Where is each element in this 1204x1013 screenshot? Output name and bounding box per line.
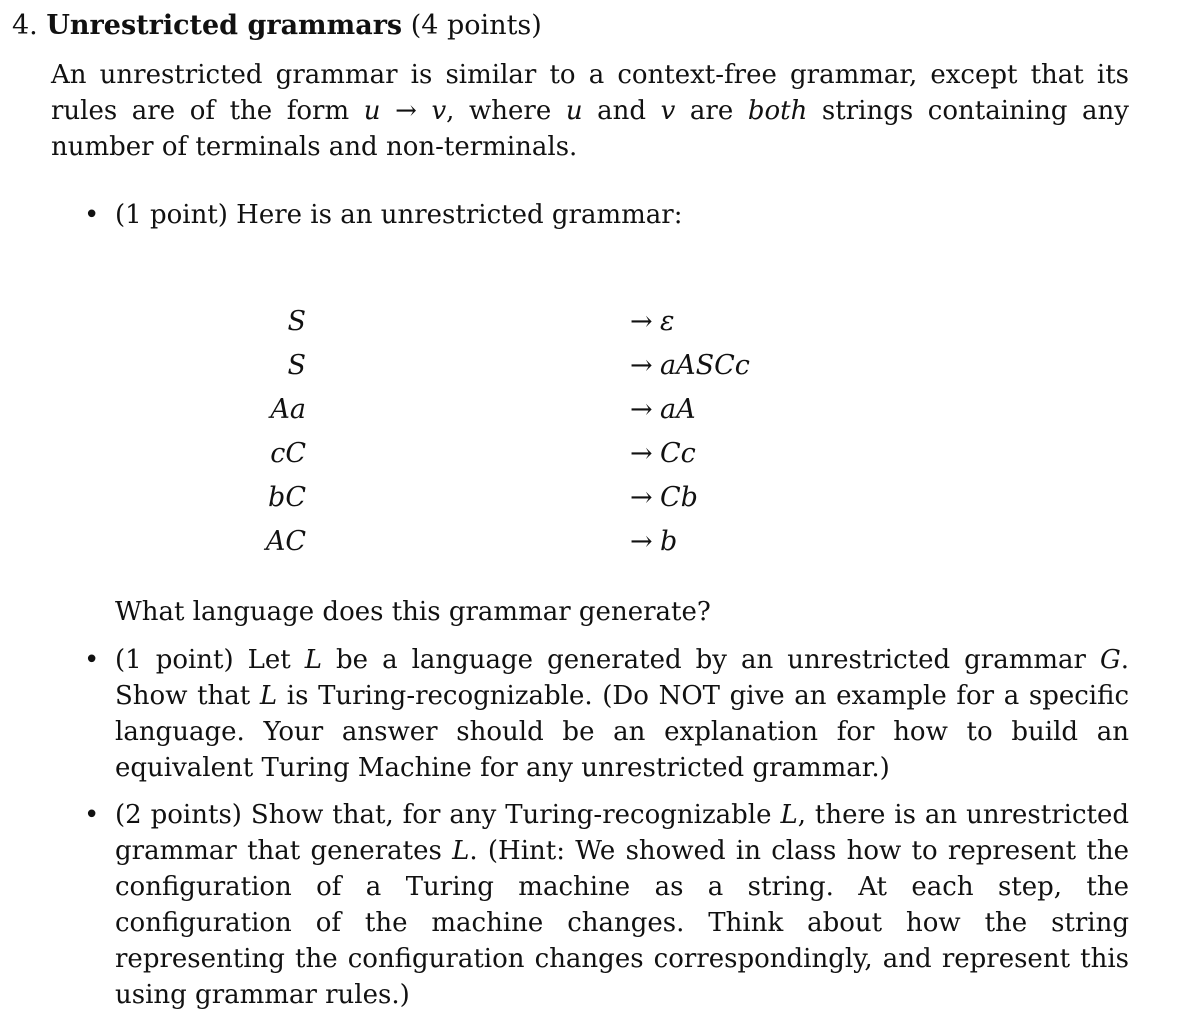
rule-rhs: aA	[660, 394, 696, 425]
math-v: v	[660, 96, 676, 126]
intro-text-1: An unrestricted grammar is similar to a context-free grammar, except that its rules are of the form	[51, 60, 1129, 126]
arrow-symbol: →	[395, 96, 417, 126]
part-3-text-1: (2 points) Show that, for any Turing-recognizable	[115, 800, 781, 830]
rule-rhs: ε	[660, 306, 675, 337]
rule-lhs: AC	[265, 526, 306, 557]
rule-arrow: →	[630, 526, 653, 557]
rule-lhs: bC	[268, 482, 306, 513]
rule-lhs: Aa	[270, 394, 306, 425]
rule-arrow: →	[630, 482, 653, 513]
rule-rhs: aASCc	[660, 350, 750, 381]
part-3-text-3: . (Hint: We showed in class how to represent the configuration of a Turing machine as a string. At each step, the configuration of the machine changes. Think about how the string representing the configuration changes correspondingly, and represent this using grammar rules.)	[115, 836, 1129, 1010]
math-G: G	[1099, 645, 1121, 675]
intro-text-4: are	[675, 96, 748, 126]
problem-points: (4 points)	[410, 10, 542, 41]
rule-arrow: →	[630, 438, 653, 469]
bullet-part-2: •	[84, 645, 100, 675]
math-L: L	[452, 836, 470, 866]
math-L: L	[780, 800, 798, 830]
math-v: v	[431, 96, 447, 126]
bullet-part-3: •	[84, 800, 100, 830]
rule-lhs: S	[287, 306, 306, 337]
rule-arrow: →	[630, 394, 653, 425]
problem-number: 4.	[12, 10, 38, 41]
problem-title: Unrestricted grammars	[46, 10, 403, 41]
math-u: u	[363, 96, 381, 126]
part-3-text-2: , there is an unrestricted grammar that generates	[115, 800, 1129, 866]
rule-arrow: →	[630, 306, 653, 337]
math-L: L	[259, 681, 278, 711]
bullet-part-1: •	[84, 200, 100, 230]
problem-heading	[12, 8, 542, 44]
part-2-text	[115, 642, 1129, 786]
part-2-text-4: is Turing-recognizable. (Do NOT give an example for a specific language. Your answer should be an explanation for how to build an equivalent Turing Machine for any unrestricted grammar.)	[115, 681, 1129, 783]
part-1-question: What language does this grammar generate?	[115, 597, 711, 627]
rule-rhs: Cc	[660, 438, 696, 469]
rule-lhs: cC	[270, 438, 306, 469]
part-1-intro: (1 point) Here is an unrestricted grammar:	[115, 200, 683, 230]
math-L: L	[304, 645, 323, 675]
emphasis-both: both	[747, 96, 808, 126]
part-2-text-3: . Show that	[115, 645, 1129, 711]
rule-arrow: →	[630, 350, 653, 381]
intro-text-3: and	[582, 96, 661, 126]
intro-text-5: strings containing any number of terminals and non-terminals.	[51, 96, 1129, 162]
intro-paragraph	[51, 57, 1129, 165]
math-u: u	[565, 96, 583, 126]
rule-lhs: S	[287, 350, 306, 381]
rule-rhs: b	[660, 526, 678, 557]
part-2-text-1: (1 point) Let	[115, 645, 305, 675]
part-3-text	[115, 797, 1129, 1013]
intro-text-2: , where	[446, 96, 566, 126]
rule-rhs: Cb	[660, 482, 698, 513]
part-2-text-2: be a language generated by an unrestricted grammar	[322, 645, 1100, 675]
